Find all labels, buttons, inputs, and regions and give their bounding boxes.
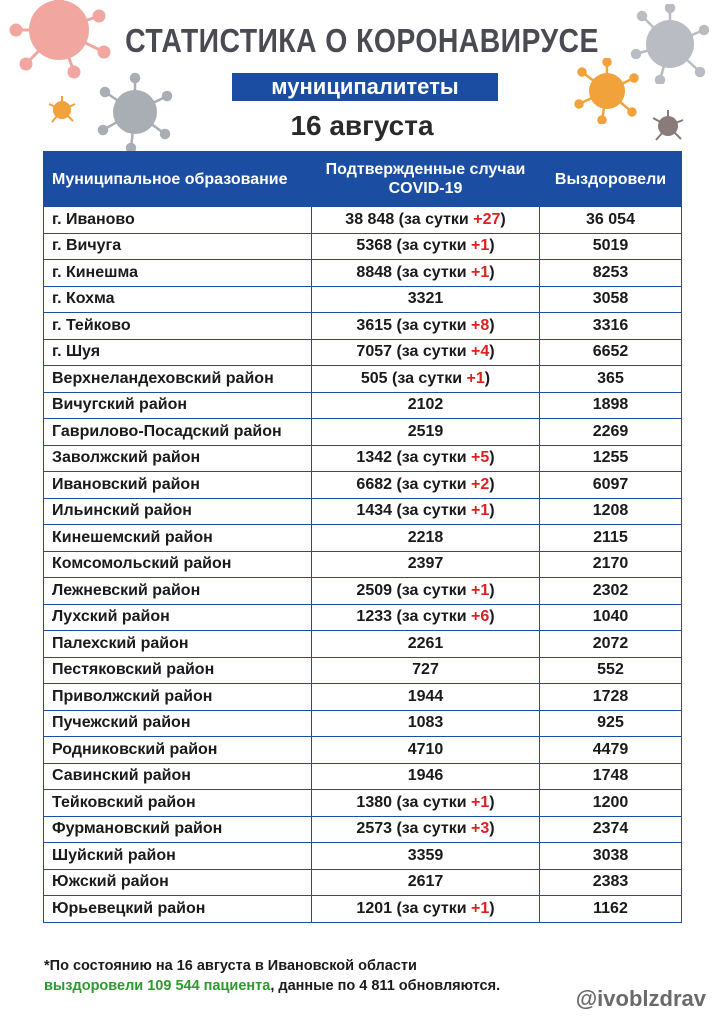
table-row — [44, 207, 682, 234]
recovered-count: 1728 — [540, 684, 682, 711]
table-row — [44, 551, 682, 578]
confirmed-cases — [312, 260, 540, 287]
recovered-count: 3058 — [540, 286, 682, 313]
table-row — [44, 445, 682, 472]
municipality-name: Пестяковский район — [44, 657, 312, 684]
confirmed-count: 1944 — [407, 687, 444, 705]
daily-increase: +8 — [471, 316, 490, 334]
daily-label-close: ) — [489, 343, 495, 361]
municipality-name: Юрьевецкий район — [44, 896, 312, 923]
table-row — [44, 604, 682, 631]
table-row — [44, 896, 682, 923]
daily-label: (за сутки — [392, 581, 471, 599]
confirmed-count: 1434 — [356, 502, 393, 520]
table-row — [44, 233, 682, 260]
confirmed-cases — [312, 684, 540, 711]
municipality-name: Комсомольский район — [44, 551, 312, 578]
table-row — [44, 286, 682, 313]
daily-label-close: ) — [484, 369, 491, 387]
recovered-count: 5019 — [540, 233, 682, 260]
confirmed-cases — [312, 816, 540, 843]
daily-increase: +4 — [471, 343, 490, 361]
table-row — [44, 710, 682, 737]
table-row — [44, 763, 682, 790]
confirmed-count: 2573 — [356, 820, 393, 838]
daily-increase: +1 — [471, 263, 490, 281]
table-row — [44, 684, 682, 711]
daily-increase: +1 — [471, 581, 490, 599]
recovered-count: 1898 — [540, 392, 682, 419]
daily-label-close: ) — [489, 820, 495, 838]
daily-label: (за сутки — [392, 475, 471, 493]
confirmed-count: 1083 — [407, 714, 444, 732]
recovered-count: 2072 — [540, 631, 682, 658]
confirmed-count: 505 — [360, 369, 388, 387]
confirmed-cases — [312, 604, 540, 631]
footnote-updating-note: , данные по 4 811 обновляются. — [270, 978, 501, 994]
confirmed-cases — [312, 710, 540, 737]
confirmed-count: 2102 — [407, 396, 444, 414]
table-row — [44, 790, 682, 817]
daily-label-close: ) — [489, 316, 495, 334]
confirmed-count: 2519 — [407, 422, 444, 440]
table-header-row — [44, 152, 682, 207]
confirmed-count: 8848 — [356, 263, 393, 281]
daily-label: (за сутки — [392, 316, 471, 334]
table-row — [44, 392, 682, 419]
municipality-name: г. Тейково — [44, 313, 312, 340]
daily-label-close: ) — [489, 793, 495, 811]
confirmed-count: 5368 — [356, 237, 393, 255]
recovered-count: 2269 — [540, 419, 682, 446]
daily-label: (за сутки — [392, 237, 471, 255]
municipality-name: Вичугский район — [44, 392, 312, 419]
confirmed-count: 6682 — [356, 475, 393, 493]
daily-increase: +2 — [471, 475, 490, 493]
daily-increase: +1 — [471, 502, 490, 520]
municipality-name: г. Вичуга — [44, 233, 312, 260]
daily-label: (за сутки — [392, 263, 471, 281]
daily-increase: +3 — [471, 820, 490, 838]
table-row — [44, 631, 682, 658]
footnote-line-1: *По состоянию на 16 августа в Ивановской области — [44, 958, 417, 974]
municipality-name: Южский район — [44, 869, 312, 896]
confirmed-cases — [312, 313, 540, 340]
confirmed-cases — [312, 790, 540, 817]
table-row — [44, 657, 682, 684]
daily-label-close: ) — [489, 581, 495, 599]
confirmed-count: 2617 — [407, 873, 444, 891]
confirmed-cases — [312, 339, 540, 366]
daily-label: (за сутки — [392, 502, 471, 520]
municipality-name: Верхнеландеховский район — [44, 366, 312, 393]
table-row — [44, 498, 682, 525]
confirmed-cases — [312, 207, 540, 234]
daily-label-close: ) — [489, 263, 495, 281]
confirmed-count: 2397 — [407, 555, 444, 573]
recovered-count: 1200 — [540, 790, 682, 817]
recovered-count: 1040 — [540, 604, 682, 631]
confirmed-cases — [312, 869, 540, 896]
recovered-count: 36 054 — [540, 207, 682, 234]
municipality-name: г. Иваново — [44, 207, 312, 234]
municipality-name: Ивановский район — [44, 472, 312, 499]
table-row — [44, 472, 682, 499]
municipality-name: г. Кинешма — [44, 260, 312, 287]
municipality-name: Фурмановский район — [44, 816, 312, 843]
page-title: СТАТИСТИКА О КОРОНАВИРУСЕ — [125, 22, 599, 59]
confirmed-cases — [312, 472, 540, 499]
recovered-count: 6097 — [540, 472, 682, 499]
daily-increase: +1 — [471, 237, 490, 255]
statistics-table — [43, 151, 682, 923]
daily-label-close: ) — [489, 237, 495, 255]
table-row — [44, 816, 682, 843]
table-row — [44, 525, 682, 552]
daily-label: (за сутки — [392, 899, 471, 917]
daily-label-close: ) — [489, 449, 495, 467]
confirmed-count: 1380 — [356, 793, 393, 811]
confirmed-count: 4710 — [407, 740, 444, 758]
recovered-count: 3038 — [540, 843, 682, 870]
confirmed-cases — [312, 525, 540, 552]
section-label: муниципалитеты — [232, 73, 498, 101]
municipality-name: Савинский район — [44, 763, 312, 790]
daily-label: (за сутки — [392, 820, 471, 838]
table-row — [44, 578, 682, 605]
daily-label-close: ) — [489, 502, 495, 520]
municipality-name: Лухский район — [44, 604, 312, 631]
recovered-count: 925 — [540, 710, 682, 737]
municipality-name: Заволжский район — [44, 445, 312, 472]
table-row — [44, 366, 682, 393]
municipality-name: Шуйский район — [44, 843, 312, 870]
footnote — [44, 956, 500, 996]
municipality-name: Лежневский район — [44, 578, 312, 605]
confirmed-cases — [312, 843, 540, 870]
recovered-count: 1255 — [540, 445, 682, 472]
recovered-count: 1208 — [540, 498, 682, 525]
recovered-count: 6652 — [540, 339, 682, 366]
footnote-recovered-total: выздоровели 109 544 пациента — [44, 978, 271, 994]
municipality-name: Тейковский район — [44, 790, 312, 817]
confirmed-cases — [312, 498, 540, 525]
confirmed-count: 2261 — [407, 634, 444, 652]
confirmed-cases — [312, 392, 540, 419]
confirmed-cases — [312, 737, 540, 764]
recovered-count: 2383 — [540, 869, 682, 896]
municipality-name: г. Шуя — [44, 339, 312, 366]
municipality-name: Палехский район — [44, 631, 312, 658]
daily-label: (за сутки — [387, 369, 467, 387]
confirmed-count: 3615 — [356, 316, 393, 334]
table-row — [44, 737, 682, 764]
table-row — [44, 313, 682, 340]
table-body — [44, 207, 682, 923]
daily-label: (за сутки — [392, 343, 471, 361]
table-row — [44, 869, 682, 896]
daily-label: (за сутки — [394, 210, 474, 228]
recovered-count: 2115 — [540, 525, 682, 552]
recovered-count: 2374 — [540, 816, 682, 843]
daily-increase: +1 — [471, 899, 490, 917]
recovered-count: 8253 — [540, 260, 682, 287]
municipality-name: Приволжский район — [44, 684, 312, 711]
daily-label: (за сутки — [392, 608, 471, 626]
confirmed-cases — [312, 896, 540, 923]
table-row — [44, 260, 682, 287]
municipality-name: Ильинский район — [44, 498, 312, 525]
recovered-count: 4479 — [540, 737, 682, 764]
recovered-count: 552 — [540, 657, 682, 684]
confirmed-cases — [312, 366, 540, 393]
table-row — [44, 843, 682, 870]
confirmed-count: 1342 — [356, 449, 393, 467]
confirmed-cases — [312, 551, 540, 578]
recovered-count: 1748 — [540, 763, 682, 790]
recovered-count: 2302 — [540, 578, 682, 605]
daily-increase: +1 — [471, 793, 490, 811]
report-date: 16 августа — [290, 110, 434, 141]
confirmed-count: 3359 — [407, 846, 444, 864]
daily-increase: +6 — [471, 608, 490, 626]
confirmed-cases — [312, 763, 540, 790]
confirmed-count: 3321 — [407, 290, 444, 308]
municipality-name: Родниковский район — [44, 737, 312, 764]
recovered-count: 3316 — [540, 313, 682, 340]
daily-label-close: ) — [489, 475, 495, 493]
daily-increase: +5 — [471, 449, 490, 467]
confirmed-count: 727 — [412, 661, 439, 679]
municipality-name: Пучежский район — [44, 710, 312, 737]
recovered-count: 365 — [540, 366, 682, 393]
table-row — [44, 339, 682, 366]
column-header-municipality: Муниципальное образование — [44, 152, 312, 207]
confirmed-cases — [312, 445, 540, 472]
daily-label-close: ) — [500, 210, 506, 228]
daily-increase: +1 — [466, 369, 485, 387]
table-row — [44, 419, 682, 446]
daily-label: (за сутки — [392, 793, 471, 811]
confirmed-count: 7057 — [356, 343, 393, 361]
municipality-name: Гаврилово-Посадский район — [44, 419, 312, 446]
confirmed-count: 38 848 — [345, 210, 395, 228]
confirmed-cases — [312, 286, 540, 313]
daily-label: (за сутки — [392, 449, 471, 467]
confirmed-count: 1233 — [356, 608, 393, 626]
municipality-name: г. Кохма — [44, 286, 312, 313]
confirmed-cases — [312, 419, 540, 446]
confirmed-cases — [312, 233, 540, 260]
confirmed-cases — [312, 631, 540, 658]
daily-label-close: ) — [489, 608, 495, 626]
daily-label-close: ) — [489, 899, 495, 917]
social-handle: @ivoblzdrav — [575, 986, 706, 1011]
confirmed-count: 1946 — [407, 767, 444, 785]
daily-increase: +27 — [473, 210, 501, 228]
municipality-name: Кинешемский район — [44, 525, 312, 552]
column-header-recovered: Выздоровели — [540, 152, 682, 207]
confirmed-count: 2509 — [356, 581, 393, 599]
footnote-line-2 — [44, 976, 500, 996]
confirmed-count: 2218 — [407, 528, 444, 546]
column-header-confirmed: Подтвержденные случаи COVID-19 — [312, 152, 540, 207]
confirmed-cases — [312, 578, 540, 605]
confirmed-count: 1201 — [356, 899, 393, 917]
recovered-count: 1162 — [540, 896, 682, 923]
recovered-count: 2170 — [540, 551, 682, 578]
confirmed-cases — [312, 657, 540, 684]
